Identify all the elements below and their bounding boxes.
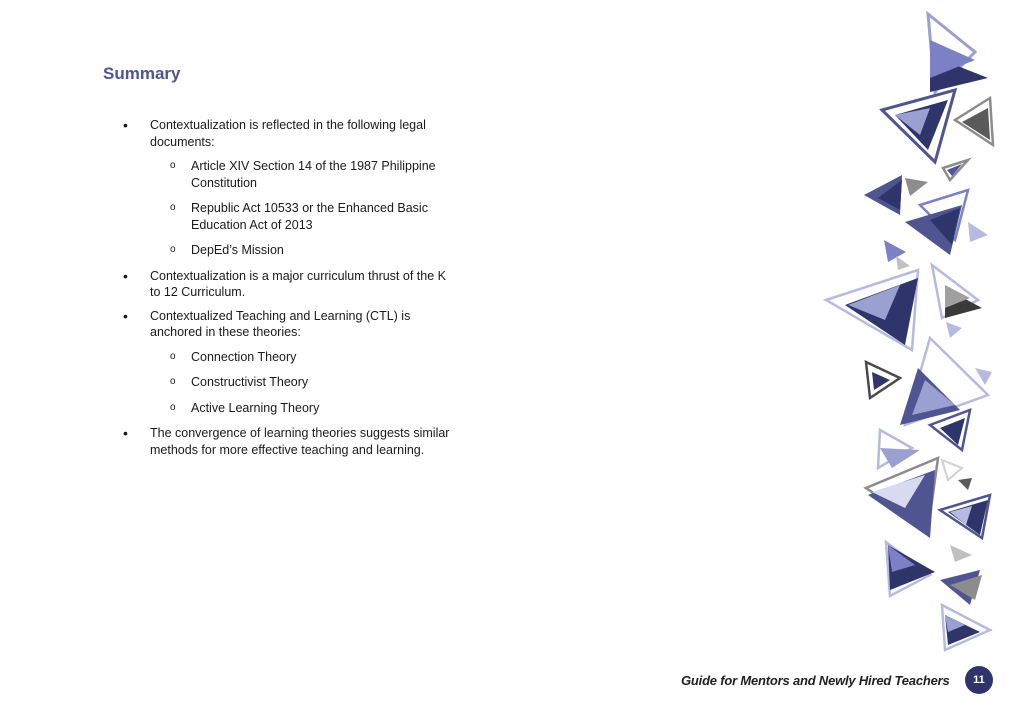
list-item	[150, 425, 450, 458]
triangle-group	[826, 14, 993, 650]
sub-list	[150, 349, 450, 417]
sub-list-item: o Constructivist Theory	[191, 374, 450, 391]
sub-list	[150, 158, 450, 259]
bullet-text: Contextualized Teaching and Learning (CTL) is anchored in these theories:	[150, 308, 411, 339]
sub-list-item: o Republic Act 10533 or the Enhanced Basic Education Act of 2013	[191, 200, 450, 233]
page-title: Summary	[103, 64, 181, 83]
summary-list	[150, 117, 450, 465]
list-item	[150, 308, 450, 417]
list-item	[150, 117, 450, 259]
sub-list-item: o Article XIV Section 14 of the 1987 Philippine Constitution	[191, 158, 450, 191]
sub-list-item: o DepEd’s Mission	[191, 242, 450, 259]
bullet-text: Contextualization is reflected in the following legal documents:	[150, 118, 426, 149]
page-number-badge: 11	[965, 666, 993, 694]
footer-title: Guide for Mentors and Newly Hired Teachers	[681, 673, 950, 688]
bullet-text: The convergence of learning theories suggests similar methods for more effective teaching and learning.	[150, 426, 450, 457]
sub-list-item: o Connection Theory	[191, 349, 450, 366]
list-item	[150, 268, 450, 301]
bullet-text: Contextualization is a major curriculum thrust of the K to 12 Curriculum.	[150, 268, 446, 299]
sub-list-item: o Active Learning Theory	[191, 400, 450, 417]
